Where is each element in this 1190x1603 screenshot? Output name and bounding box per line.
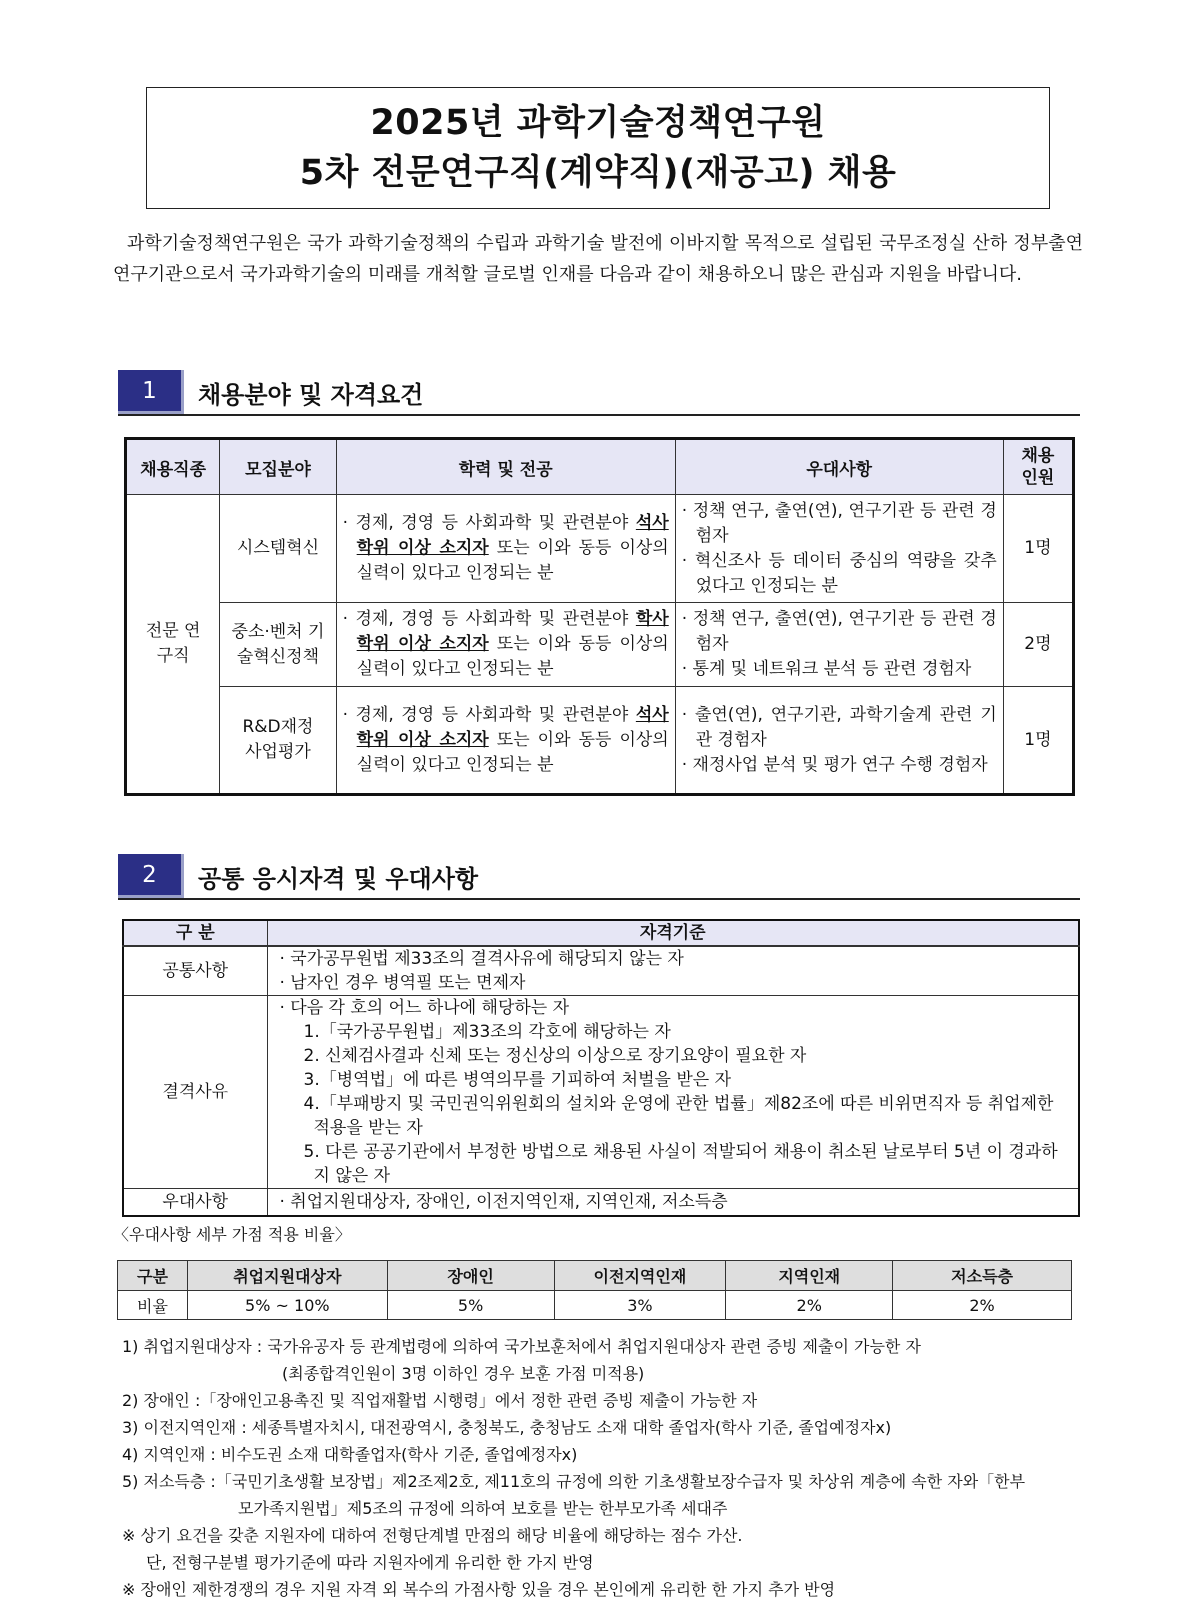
note-item: (최종합격인원이 3명 이하인 경우 보훈 가점 미적용) [282, 1364, 645, 1383]
preference-cell: · 정책 연구, 출연(연), 연구기관 등 관련 경험자 · 통계 및 네트워크 분석 등 관련 경험자 [675, 603, 1003, 687]
count-cell: 2명 [1003, 603, 1073, 687]
notes-list [122, 1333, 1082, 1603]
ratio-cell: 비율 [118, 1291, 188, 1320]
ratio-header: 구분 [118, 1261, 188, 1291]
section-2-title: 공통 응시자격 및 우대사항 [198, 864, 479, 893]
header-criteria: 자격기준 [267, 920, 1079, 946]
degree-requirement: 학사학위 이상 소지자 [356, 609, 669, 654]
ratio-cell: 2% [726, 1291, 893, 1320]
header-field: 모집분야 [220, 439, 336, 495]
field-cell: 중소·벤처 기술혁신정책 [220, 603, 336, 687]
degree-requirement: 석사학위 이상 소지자 [356, 513, 669, 558]
table-header-row [126, 439, 1074, 495]
degree-requirement: 석사학위 이상 소지자 [356, 704, 669, 750]
note-item: 1) 취업지원대상자 : 국가유공자 등 관계법령에 의하여 국가보훈처에서 취업지원대상자 관련 증빙 제출이 가능한 자 [122, 1337, 921, 1356]
header-preference: 우대사항 [675, 439, 1003, 495]
title-line-2: 5차 전문연구직(계약직)(재공고) 채용 [299, 153, 897, 193]
note-item: 5) 저소득층 :「국민기초생활 보장법」제2조제2호, 제11호의 규정에 의한 기초생활보장수급자 및 차상위 계층에 속한 자와「한부 [122, 1472, 1026, 1491]
table-row [126, 495, 1074, 603]
ratio-header: 지역인재 [726, 1261, 893, 1291]
preference-cell: · 출연(연), 연구기관, 과학기술계 관련 기관 경험자 · 재정사업 분석 및 평가 연구 수행 경험자 [675, 687, 1003, 795]
table-header-row [118, 1261, 1072, 1291]
table-row [126, 687, 1074, 795]
job-type-cell: 전문 연구직 [126, 495, 220, 795]
header-job-type: 채용직종 [126, 439, 220, 495]
title-box [146, 87, 1050, 209]
section-1-title: 채용분야 및 자격요건 [198, 380, 424, 409]
header-education: 학력 및 전공 [336, 439, 675, 495]
ratio-table [117, 1260, 1072, 1320]
preference-label: 우대사항 [123, 1189, 267, 1217]
table-row [123, 1189, 1079, 1217]
preference-cell: · 정책 연구, 출연(연), 연구기관 등 관련 경험자 · 혁신조사 등 데이터 중심의 역량을 갖추었다고 인정되는 분 [675, 495, 1003, 603]
table-row [123, 946, 1079, 996]
title-line-1: 2025년 과학기술정책연구원 [370, 103, 826, 143]
remark-item: ※ 장애인 제한경쟁의 경우 지원 자격 외 복수의 가점사항 있을 경우 본인에게 유리한 한 가지 추가 반영 [122, 1580, 836, 1599]
recruitment-table [124, 437, 1075, 796]
qualification-table [122, 919, 1080, 1217]
common-content: · 국가공무원법 제33조의 결격사유에 해당되지 않는 자 · 남자인 경우 병역필 또는 면제자 [267, 946, 1079, 996]
section-1-header [118, 370, 1080, 416]
ratio-header: 저소득층 [893, 1261, 1072, 1291]
table-row [123, 996, 1079, 1189]
disqualification-content: · 다음 각 호의 어느 하나에 해당하는 자 1.「국가공무원법」제33조의 각호에 해당하는 자 2. 신체검사결과 신체 또는 정신상의 이상으로 장기요양이 필요한 자 3.「병역법」에 따른 병역의무를 기피하여 처벌을 받은 자 4.「부패방지 및 국민권익위원회의 설치와 운영에 관한 법률」제82조에 따른 비위면직자 등 취업제한 적용을 받는 자 5. 다른 공공기관에서 부정한 방법으로 채용된 사실이 적발되어 채용이 취소된 날로부터 5년 이 경과하지 않은 자 [267, 996, 1079, 1189]
preference-content: · 취업지원대상자, 장애인, 이전지역인재, 지역인재, 저소득층 [267, 1189, 1079, 1217]
section-2-header [118, 854, 1080, 900]
note-item: 3) 이전지역인재 : 세종특별자치시, 대전광역시, 충청북도, 충청남도 소재 대학 졸업자(학사 기준, 졸업예정자x) [122, 1418, 892, 1437]
table-row [126, 603, 1074, 687]
disqualification-label: 결격사유 [123, 996, 267, 1189]
ratio-cell: 3% [554, 1291, 726, 1320]
table-row [118, 1291, 1072, 1320]
education-cell: · 경제, 경영 등 사회과학 및 관련분야 석사학위 이상 소지자 또는 이와 동등 이상의 실력이 있다고 인정되는 분 [336, 495, 675, 603]
note-item: 모가족지원법」제5조의 규정에 의하여 보호를 받는 한부모가족 세대주 [238, 1499, 728, 1518]
intro-paragraph: 과학기술정책연구원은 국가 과학기술정책의 수립과 과학기술 발전에 이바지할 목적으로 설립된 국무조정실 산하 정부출연연구기관으로서 국가과학기술의 미래를 개척할 글로벌 인재를 다음과 같이 채용하오니 많은 관심과 지원을 바랍니다. [113, 233, 1083, 285]
note-item: 4) 지역인재 : 비수도권 소재 대학졸업자(학사 기준, 졸업예정자x) [122, 1445, 578, 1464]
ratio-cell: 5% [387, 1291, 554, 1320]
remark-item: 단, 전형구분별 평가기준에 따라 지원자에게 유리한 한 가지 반영 [146, 1553, 594, 1572]
common-label: 공통사항 [123, 946, 267, 996]
ratio-caption: 〈우대사항 세부 가점 적용 비율〉 [113, 1225, 351, 1244]
ratio-cell: 2% [893, 1291, 1072, 1320]
field-cell: 시스템혁신 [220, 495, 336, 603]
header-category: 구 분 [123, 920, 267, 946]
count-cell: 1명 [1003, 687, 1073, 795]
section-1-number: 1 [118, 370, 184, 414]
count-cell: 1명 [1003, 495, 1073, 603]
remark-item: ※ 상기 요건을 갖춘 지원자에 대하여 전형단계별 만점의 해당 비율에 해당하는 점수 가산. [122, 1526, 743, 1545]
education-cell: · 경제, 경영 등 사회과학 및 관련분야 학사학위 이상 소지자 또는 이와 동등 이상의 실력이 있다고 인정되는 분 [336, 603, 675, 687]
header-count: 채용 인원 [1003, 439, 1073, 495]
ratio-header: 이전지역인재 [554, 1261, 726, 1291]
education-cell: · 경제, 경영 등 사회과학 및 관련분야 석사학위 이상 소지자 또는 이와 동등 이상의 실력이 있다고 인정되는 분 [336, 687, 675, 795]
ratio-header: 장애인 [387, 1261, 554, 1291]
ratio-cell: 5% ~ 10% [187, 1291, 387, 1320]
table-header-row [123, 920, 1079, 946]
note-item: 2) 장애인 :「장애인고용촉진 및 직업재활법 시행령」에서 정한 관련 증빙 제출이 가능한 자 [122, 1391, 758, 1410]
section-2-number: 2 [118, 854, 184, 898]
field-cell: R&D재정 사업평가 [220, 687, 336, 795]
ratio-header: 취업지원대상자 [187, 1261, 387, 1291]
